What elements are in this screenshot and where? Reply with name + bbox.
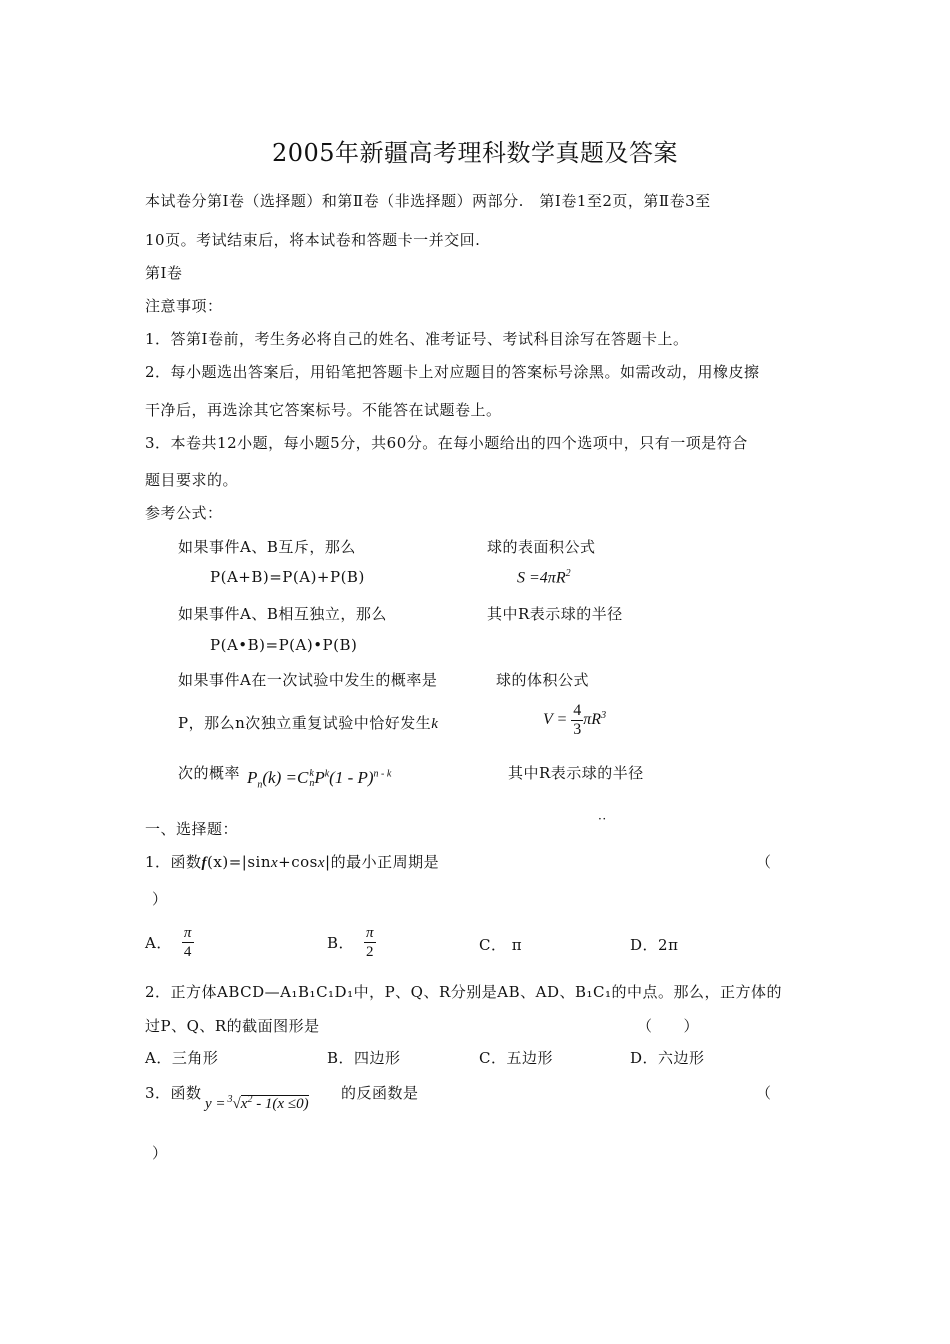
formula-left-5	[178, 762, 240, 783]
question-3-paren-open: （	[756, 1084, 772, 1102]
intro-line-2: 10页。考试结束后，将本试卷和答题卡一并交回.	[145, 231, 481, 249]
notice-item-2a: 2．每小题选出答案后，用铅笔把答题卡上对应题目的答案标号涂黑。如需改动，用橡皮擦	[145, 363, 760, 381]
question-1-option-a: A． $\frac{\pi}{4}$	[145, 925, 192, 960]
notice-item-1: 1．答第Ⅰ卷前，考生务必将自己的姓名、准考证号、考试科目涂写在答题卡上。	[145, 330, 689, 348]
formula-left-2: 如果事件A、B相互独立，那么	[178, 605, 387, 623]
sphere-surface-formula: $S =4\pi R^2$	[517, 568, 571, 587]
question-3-formula: $y = ^3√x^2 - 1(x \le 0)$	[205, 1094, 309, 1112]
formula-left-4-text: P，那么n次独立重复试验中恰好发生	[178, 714, 432, 732]
notice-item-3a: 3．本卷共12小题，每小题5分，共60分。在每小题给出的四个选项中，只有一项是符合	[145, 434, 748, 452]
choice-section-heading: 一、选择题：	[145, 820, 239, 838]
question-2-option-b: B．四边形	[327, 1049, 401, 1067]
binomial-probability-formula: $P_n(k) =C$ k n $P^k(1 - P)^{n - k}$	[247, 768, 392, 791]
formula-left-1: 如果事件A、B互斥，那么	[178, 538, 356, 556]
question-3-suffix: 的反函数是	[341, 1084, 419, 1102]
question-1-option-c: C． π	[479, 936, 523, 954]
notice-heading: 注意事项：	[145, 297, 223, 315]
notice-item-3b: 题目要求的。	[145, 471, 239, 489]
part-one-heading: 第Ⅰ卷	[145, 264, 183, 282]
question-2-option-c: C．五边形	[479, 1049, 553, 1067]
formula-right-4: 其中R表示球的半径	[508, 764, 644, 782]
formula-left-3: 如果事件A在一次试验中发生的概率是	[178, 671, 438, 689]
formula-left-5-text: 次的概率	[178, 764, 241, 782]
formula-right-2: 其中R表示球的半径	[487, 605, 623, 623]
question-2-line-1: 2．正方体ABCD—A₁B₁C₁D₁中，P、Q、R分别是AB、AD、B₁C₁的中点。那么，正方体的	[145, 983, 783, 1001]
sphere-volume-formula: V = $\frac{4}{3}$ $\pi R^3$	[543, 702, 607, 738]
question-1-paren-close: ）	[152, 890, 168, 908]
formula-left-4	[178, 712, 438, 733]
question-2-line-2: 过P、Q、R的截面图形是	[145, 1017, 320, 1035]
formula-left-2-expr: P(A•B)=P(A)•P(B)	[210, 636, 358, 654]
question-1-paren-open: （	[756, 853, 772, 871]
question-1-option-d: D．2π	[630, 936, 679, 954]
formula-right-3: 球的体积公式	[496, 671, 590, 689]
question-1-stem: 1．函数f(x)=|sinx+cosx|的最小正周期是	[145, 853, 440, 871]
page-title: 2005年新疆高考理科数学真题及答案	[271, 139, 679, 167]
question-1-option-b: B． $\frac{\pi}{2}$	[327, 925, 375, 960]
formula-left-1-expr: P(A+B)=P(A)+P(B)	[210, 568, 365, 586]
question-3-paren-close: ）	[152, 1144, 168, 1162]
question-2-paren: （ ）	[637, 1017, 700, 1035]
formula-heading: 参考公式：	[145, 504, 223, 522]
question-2-option-a: A．三角形	[145, 1049, 219, 1067]
intro-line-1: 本试卷分第Ⅰ卷（选择题）和第Ⅱ卷（非选择题）两部分. 第Ⅰ卷1至2页，第Ⅱ卷3至	[145, 192, 711, 210]
formula-right-1: 球的表面积公式	[487, 538, 596, 556]
notice-item-2b: 干净后，再选涂其它答案标号。不能答在试题卷上。	[145, 401, 502, 419]
question-3-prefix: 3．函数	[145, 1084, 202, 1102]
question-2-option-d: D．六边形	[630, 1049, 705, 1067]
stray-dots: ··	[598, 812, 607, 826]
formula-left-4-k: k	[431, 716, 439, 732]
